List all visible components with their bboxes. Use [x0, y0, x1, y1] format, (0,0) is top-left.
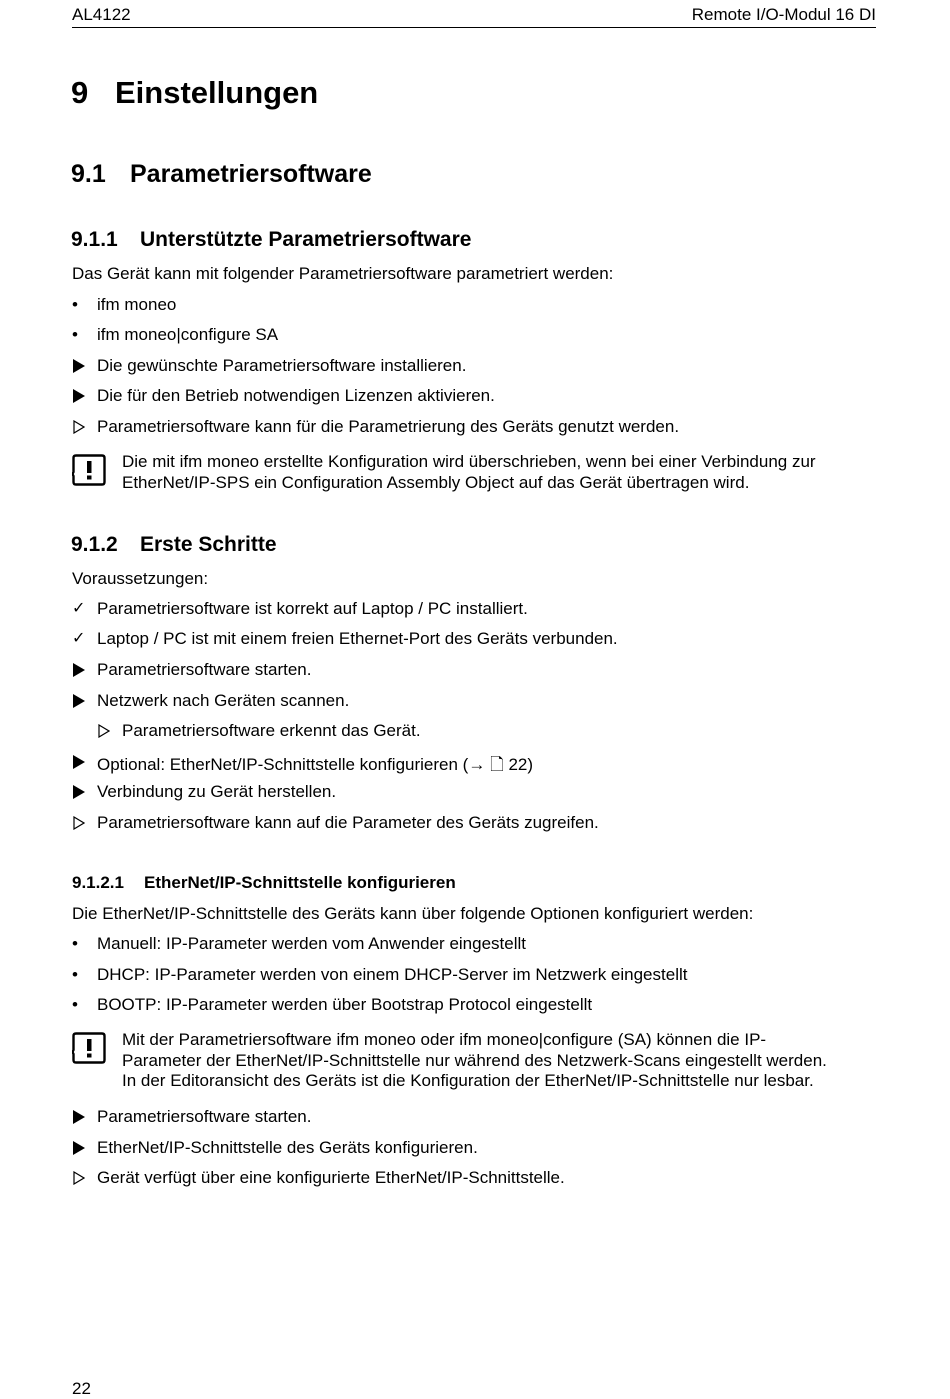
paragraph-prerequisites: Voraussetzungen: [72, 569, 209, 588]
step-text: Netzwerk nach Geräten scannen. [97, 691, 350, 710]
section-heading [71, 160, 372, 189]
paragraph-options: Die EtherNet/IP-Schnittstelle des Geräts kann über folgende Optionen konfiguriert werden: [72, 904, 754, 923]
bullet-text: DHCP: IP-Parameter werden von einem DHCP-Server im Netzwerk eingestellt [97, 965, 688, 984]
result-text: Parametriersoftware erkennt das Gerät. [122, 721, 421, 740]
bullet-text: Manuell: IP-Parameter werden vom Anwender eingestellt [97, 934, 526, 953]
checkmark-icon: ✓ [72, 630, 86, 647]
subsubsection-number: 9.1.2.1 [72, 873, 124, 892]
subsection-title: Erste Schritte [140, 533, 277, 556]
bullet-text: BOOTP: IP-Parameter werden über Bootstrap Protocol eingestellt [97, 995, 593, 1014]
note-line: Mit der Parametriersoftware ifm moneo oder ifm moneo|configure (SA) können die IP- [122, 1030, 767, 1049]
note-text [122, 452, 882, 493]
action-arrow-icon [72, 752, 96, 776]
bullet-icon: • [72, 934, 78, 953]
bullet-text: ifm moneo [97, 295, 177, 314]
prerequisite-text: Laptop / PC ist mit einem freien Ethernet-Port des Geräts verbunden. [97, 629, 618, 648]
step-text: Die gewünschte Parametriersoftware installieren. [97, 356, 467, 375]
result-arrow-icon [97, 721, 121, 745]
header-product-name: Remote I/O-Modul 16 DI [691, 5, 876, 24]
result-arrow-icon [72, 813, 96, 837]
chapter-title: Einstellungen [115, 75, 319, 110]
warning-note-icon [72, 1032, 106, 1064]
paragraph-intro: Das Gerät kann mit folgender Parametriersoftware parametriert werden: [72, 264, 614, 283]
step-text-with-page-link[interactable]: Optional: EtherNet/IP-Schnittstelle konfigurieren (→ 🗋 22) [97, 755, 534, 774]
step-text: Parametriersoftware starten. [97, 1107, 312, 1126]
section-number: 9.1 [71, 160, 106, 188]
step-text: Verbindung zu Gerät herstellen. [97, 782, 337, 801]
subsubsection-title: EtherNet/IP-Schnittstelle konfigurieren [144, 873, 456, 892]
subsection-heading-supported-software [71, 228, 471, 252]
header-doc-code: AL4122 [72, 5, 131, 24]
warning-note-icon [72, 454, 106, 486]
bullet-icon: • [72, 965, 78, 984]
step-text: Parametriersoftware starten. [97, 660, 312, 679]
result-text: Gerät verfügt über eine konfigurierte EtherNet/IP-Schnittstelle. [97, 1168, 565, 1187]
prerequisite-text: Parametriersoftware ist korrekt auf Laptop / PC installiert. [97, 599, 528, 618]
subsection-heading-first-steps [71, 533, 277, 557]
action-arrow-icon [72, 1138, 96, 1162]
action-arrow-icon [72, 660, 96, 684]
bullet-icon: • [72, 995, 78, 1014]
note-line: In der Editoransicht des Geräts ist die Konfiguration der EtherNet/IP-Schnittstelle nur lesbar. [122, 1071, 814, 1090]
bullet-icon: • [72, 295, 78, 314]
note-text [122, 1030, 882, 1092]
subsection-number: 9.1.1 [71, 228, 118, 251]
chapter-heading [71, 75, 318, 111]
result-text: Parametriersoftware kann für die Parametrierung des Geräts genutzt werden. [97, 417, 680, 436]
checkmark-icon: ✓ [72, 600, 86, 617]
action-arrow-icon [72, 782, 96, 806]
action-arrow-icon [72, 1107, 96, 1131]
step-text: EtherNet/IP-Schnittstelle des Geräts konfigurieren. [97, 1138, 478, 1157]
result-arrow-icon [72, 417, 96, 441]
bullet-icon: • [72, 325, 78, 344]
action-arrow-icon [72, 691, 96, 715]
chapter-number: 9 [71, 75, 89, 110]
note-line: Die mit ifm moneo erstellte Konfiguration wird überschrieben, wenn bei einer Verbindung zur [122, 452, 816, 471]
header-rule [72, 27, 876, 28]
subsection-title: Unterstützte Parametriersoftware [140, 228, 472, 251]
result-text: Parametriersoftware kann auf die Parameter des Geräts zugreifen. [97, 813, 599, 832]
subsubsection-heading-ethernet-ip [72, 873, 456, 893]
note-line: EtherNet/IP-SPS ein Configuration Assembly Object auf das Gerät übertragen wird. [122, 472, 750, 492]
step-text: Die für den Betrieb notwendigen Lizenzen aktivieren. [97, 386, 495, 405]
page-number: 22 [72, 1379, 91, 1398]
result-arrow-icon [72, 1168, 96, 1192]
action-arrow-icon [72, 356, 96, 380]
subsection-number: 9.1.2 [71, 533, 118, 556]
action-arrow-icon [72, 386, 96, 410]
bullet-text: ifm moneo|configure SA [97, 325, 279, 344]
section-title: Parametriersoftware [130, 160, 372, 188]
note-line: Parameter der EtherNet/IP-Schnittstelle nur während des Netzwerk-Scans eingestellt werden. [122, 1050, 827, 1070]
